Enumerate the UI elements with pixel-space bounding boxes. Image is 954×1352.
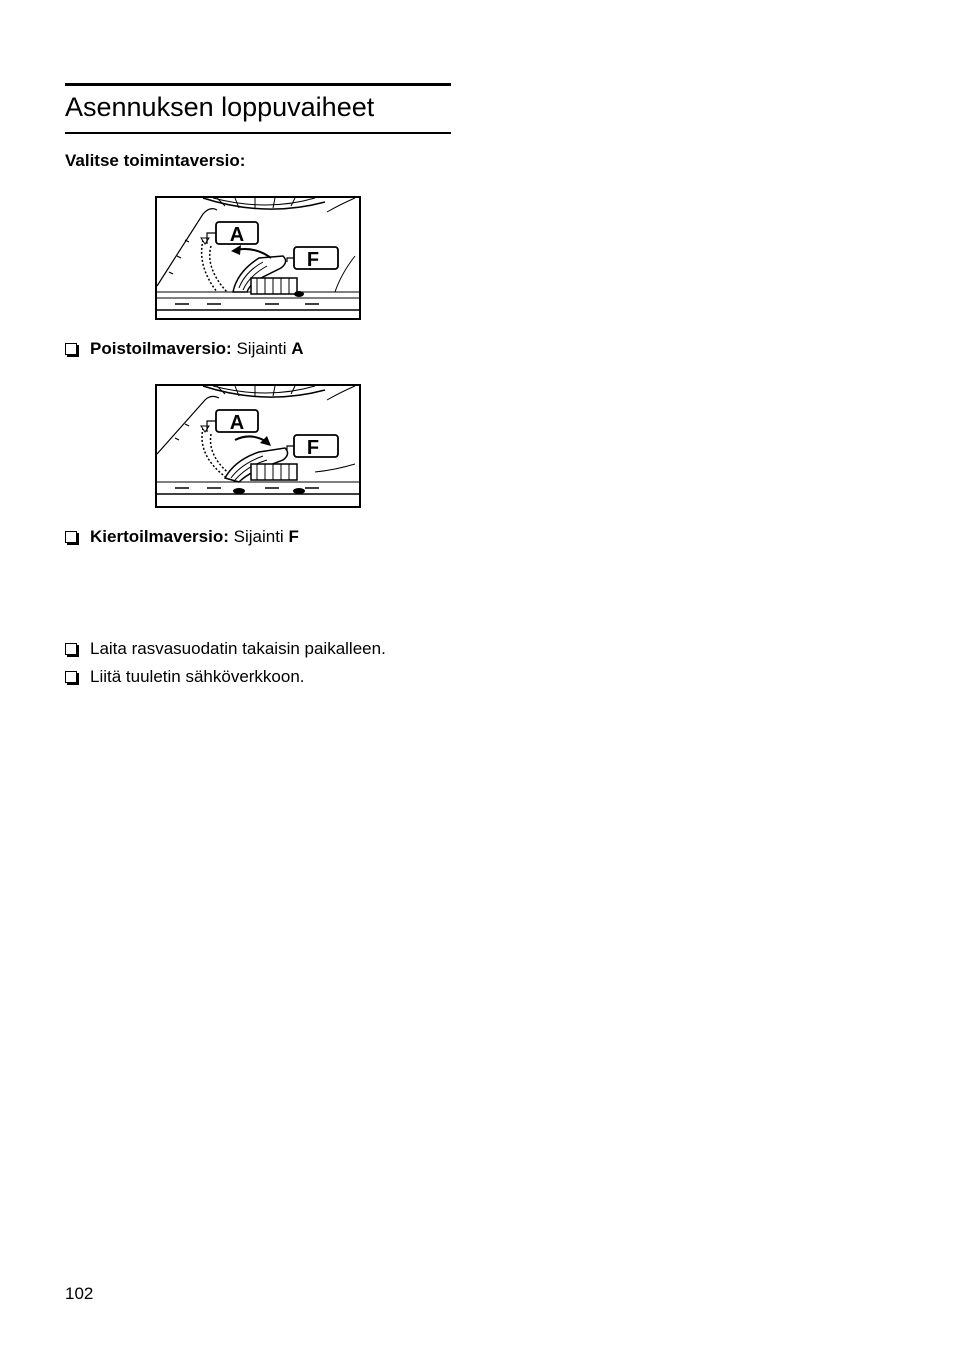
option-exhaust-air — [65, 338, 304, 360]
step-text: Liitä tuuletin sähköverkkoon. — [90, 667, 305, 686]
callout-f: F — [306, 437, 320, 459]
step-item — [65, 666, 305, 688]
option-position: F — [288, 527, 299, 546]
checkbox-icon — [65, 643, 77, 655]
option-label-bold: Poistoilmaversio: — [90, 339, 232, 358]
title-rule-bottom — [65, 132, 451, 134]
checkbox-icon — [65, 343, 77, 355]
callout-f: F — [306, 249, 320, 271]
option-label-text: Sijainti — [236, 339, 287, 358]
checkbox-icon — [65, 671, 77, 683]
callout-a: A — [229, 412, 245, 434]
option-label-text: Sijainti — [233, 527, 284, 546]
step-text: Laita rasvasuodatin takaisin paikalleen. — [90, 639, 386, 658]
section-subheading: Valitse toimintaversio: — [65, 151, 246, 170]
step-item — [65, 638, 386, 660]
figure-recirculation-position — [155, 384, 361, 508]
figure-exhaust-position — [155, 196, 361, 320]
callout-a: A — [229, 224, 245, 246]
diverter-flap-diagram-icon — [155, 196, 361, 320]
option-position: A — [291, 339, 304, 358]
diverter-flap-diagram-icon — [155, 384, 361, 508]
page-number: 102 — [65, 1284, 94, 1303]
title-rule-top — [65, 83, 451, 86]
option-recirculation — [65, 526, 299, 548]
checkbox-icon — [65, 531, 77, 543]
option-label-bold: Kiertoilmaversio: — [90, 527, 229, 546]
page-title: Asennuksen loppuvaiheet — [65, 92, 375, 122]
